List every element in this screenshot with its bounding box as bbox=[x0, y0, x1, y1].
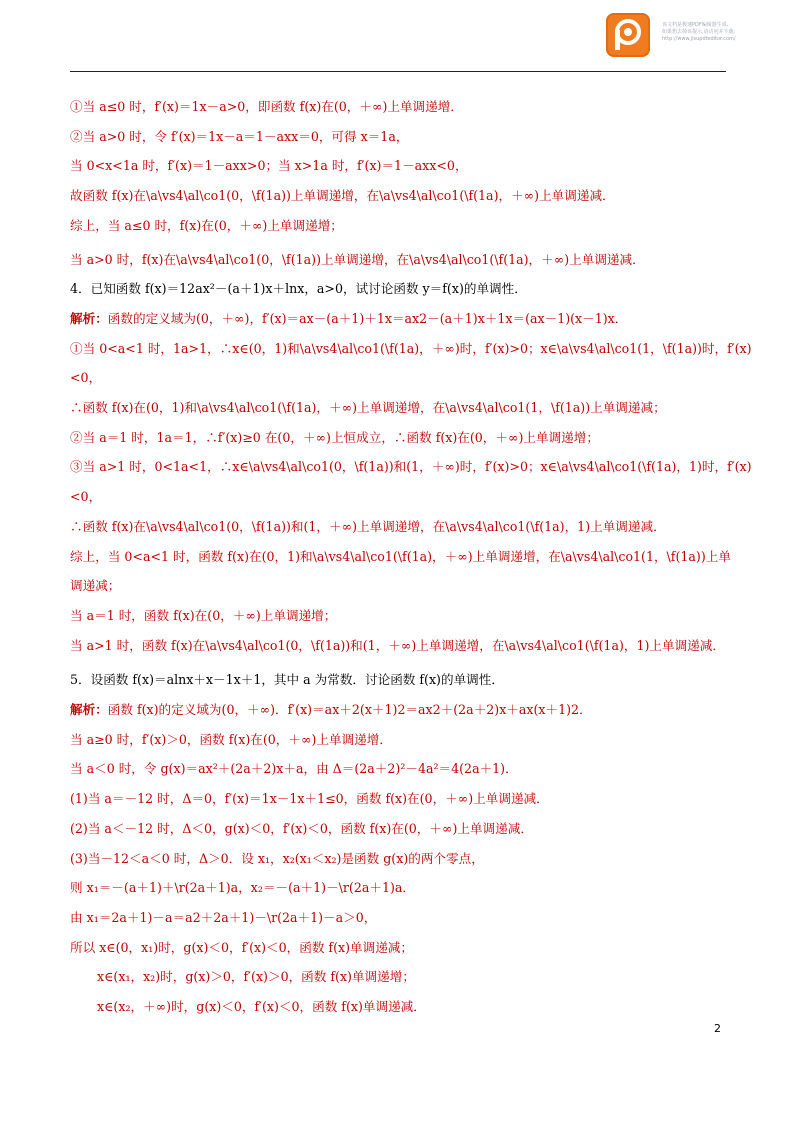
p-logo-icon bbox=[606, 13, 650, 57]
solution-label: 解析： bbox=[70, 310, 108, 326]
watermark-notice bbox=[662, 22, 790, 43]
text-line: <0， bbox=[70, 370, 102, 386]
text-line: 当 0<x<1a 时，f′(x)＝1－axx>0；当 x>1a 时，f′(x)＝1－axx<0， bbox=[70, 158, 468, 174]
text-line: 则 x₁＝－(a＋1)＋\r(2a＋1)a，x₂＝－(a＋1)－\r(2a＋1)a． bbox=[70, 880, 415, 896]
document-body bbox=[70, 92, 752, 1022]
text-line: 综上，当 0<a<1 时，函数 f(x)在(0，1)和\a\vs4\al\co1(\f(1a)，＋∞)上单调递增，在\a\vs4\al\co1(1，\f(1a))上单 bbox=[70, 548, 731, 564]
text-line: 当 a≥0 时，f′(x)＞0，函数 f(x)在(0，＋∞)上单调递增． bbox=[70, 731, 392, 747]
text-line: <0， bbox=[70, 489, 102, 505]
text-line: 故函数 f(x)在\a\vs4\al\co1(0，\f(1a))上单调递增，在\a\vs4\al\co1(\f(1a)，＋∞)上单调递减． bbox=[70, 188, 615, 204]
text-line: (3)当－12＜a＜0 时，Δ＞0．设 x₁，x₂(x₁＜x₂)是函数 g(x)的两个零点， bbox=[70, 850, 484, 866]
problem-5: 5．设函数 f(x)＝alnx＋x－1x＋1，其中 a 为常数．讨论函数 f(x)的单调性． bbox=[70, 672, 504, 688]
text-line: 当 a>0 时，f(x)在\a\vs4\al\co1(0，\f(1a))上单调递增，在\a\vs4\al\co1(\f(1a)，＋∞)上单调递减． bbox=[70, 251, 645, 267]
text-line: ①当 0<a<1 时，1a>1，∴x∈(0，1)和\a\vs4\al\co1(\f(1a)，＋∞)时，f′(x)>0；x∈\a\vs4\al\co1(1，\f(1a))时，f′(x) bbox=[70, 340, 752, 356]
text-line: 函数的定义域为(0，＋∞)，f′(x)＝ax－(a＋1)＋1x＝ax2－(a＋1)x＋1x＝(ax－1)(x－1)x． bbox=[107, 310, 628, 326]
text-line: (1)当 a＝－12 时，Δ＝0，f′(x)＝1x－1x＋1≤0，函数 f(x)在(0，＋∞)上单调递减． bbox=[70, 791, 549, 807]
watermark-line: http://www.jisupdfeditor.com/ bbox=[662, 36, 736, 42]
text-line: 所以 x∈(0，x₁)时，g(x)＜0，f′(x)＜0，函数 f(x)单调递减； bbox=[70, 939, 413, 955]
text-line: ②当 a＝1 时，1a＝1，∴f′(x)≥0 在(0，＋∞)上恒成立，∴函数 f(x)在(0，＋∞)上单调递增； bbox=[70, 429, 599, 445]
text-line: ②当 a>0 时，令 f′(x)＝1x－a＝1－axx＝0，可得 x＝1a， bbox=[70, 128, 409, 144]
text-line: 函数 f(x)的定义域为(0，＋∞)．f′(x)＝ax＋2(x＋1)2＝ax2＋(2a＋2)x＋ax(x＋1)2． bbox=[107, 702, 592, 718]
text-line: ∴函数 f(x)在\a\vs4\al\co1(0，\f(1a))和(1，＋∞)上单调递增，在\a\vs4\al\co1(\f(1a)，1)上单调递减． bbox=[70, 518, 666, 534]
text-line: 综上，当 a≤0 时，f(x)在(0，＋∞)上单调递增； bbox=[70, 217, 343, 233]
text-line: ∴函数 f(x)在(0，1)和\a\vs4\al\co1(\f(1a)，＋∞)上单调递增，在\a\vs4\al\co1(1，\f(1a))上单调递减； bbox=[70, 400, 666, 416]
solution-line bbox=[70, 304, 730, 334]
text-line: ①当 a≤0 时，f′(x)＝1x－a>0，即函数 f(x)在(0，＋∞)上单调递增． bbox=[70, 99, 463, 114]
text-line: ③当 a>1 时，0<1a<1，∴x∈\a\vs4\al\co1(0，\f(1a))和(1，＋∞)时，f′(x)>0；x∈\a\vs4\al\co1(\f(1a)，1)时，f′(x) bbox=[70, 459, 752, 475]
watermark-line: 如果想去掉该提示,请访问并下载: bbox=[662, 29, 736, 35]
solution-label: 解析： bbox=[70, 702, 108, 718]
solution-line bbox=[70, 695, 730, 725]
text-line: 当 a＝1 时，函数 f(x)在(0，＋∞)上单调递增； bbox=[70, 607, 337, 623]
text-line: 当 a＜0 时，令 g(x)＝ax²＋(2a＋2)x＋a，由 Δ＝(2a＋2)²－4a²＝4(2a＋1)． bbox=[70, 761, 518, 777]
text-line: 由 x₁＝2a＋1)－a＝a2＋2a＋1)－\r(2a＋1)－a＞0， bbox=[70, 909, 377, 925]
text-line: (2)当 a＜－12 时，Δ＜0，g(x)＜0，f′(x)＜0，函数 f(x)在(0，＋∞)上单调递减． bbox=[70, 820, 533, 836]
text-line: 调递减； bbox=[70, 578, 121, 594]
text-line: 当 a>1 时，函数 f(x)在\a\vs4\al\co1(0，\f(1a))和(1，＋∞)上单调递增，在\a\vs4\al\co1(\f(1a)，1)上单调递减． bbox=[70, 637, 725, 653]
header-rule bbox=[70, 71, 726, 72]
page-number: 2 bbox=[714, 1022, 721, 1035]
watermark-line: 该文档是极速PDF编辑器生成, bbox=[662, 22, 729, 28]
problem-4: 4．已知函数 f(x)＝12ax²－(a＋1)x＋lnx，a>0，试讨论函数 y＝f(x)的单调性． bbox=[70, 281, 527, 297]
text-line: x∈(x₂，＋∞)时，g(x)＜0，f′(x)＜0，函数 f(x)单调递减． bbox=[97, 999, 426, 1015]
text-line: x∈(x₁，x₂)时，g(x)＞0，f′(x)＞0，函数 f(x)单调递增； bbox=[97, 969, 415, 985]
